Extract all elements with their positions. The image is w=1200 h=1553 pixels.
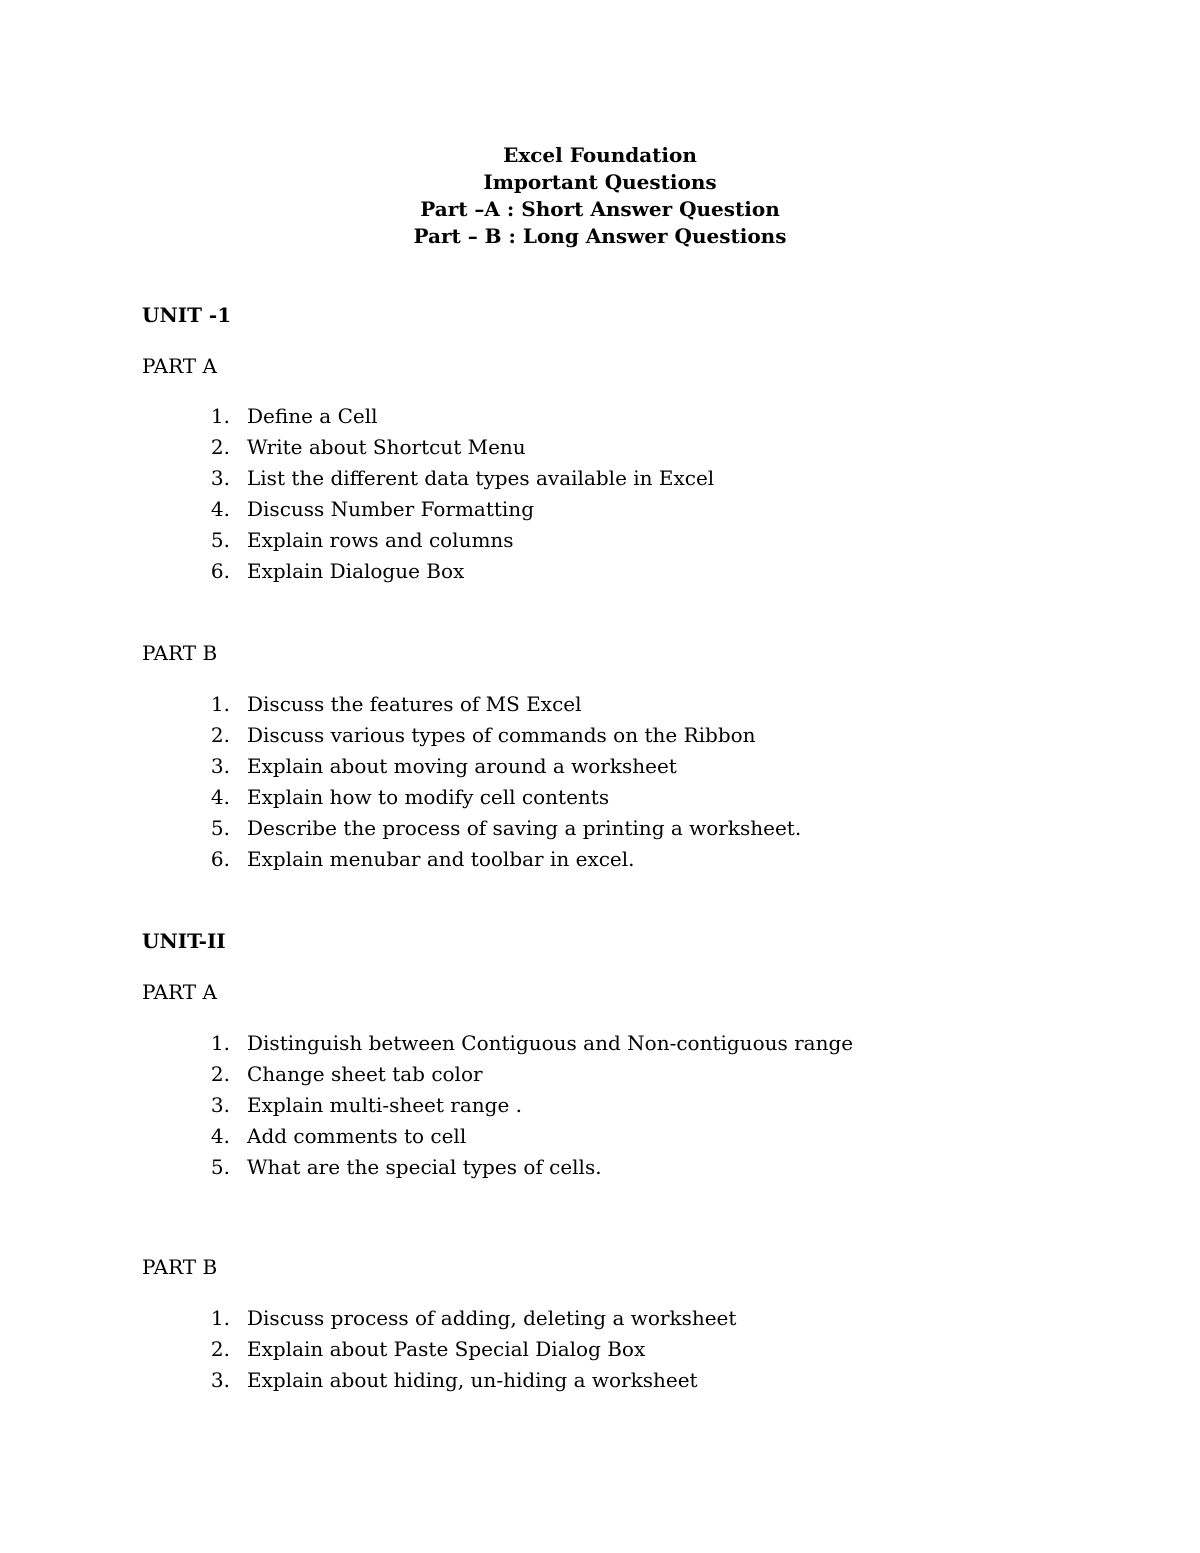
unit-2-title: UNIT-II xyxy=(142,929,226,953)
part-b-description: Part – B : Long Answer Questions xyxy=(413,224,787,248)
unit-1-title: UNIT -1 xyxy=(142,303,232,327)
unit-1-part-b-label: PART B xyxy=(142,641,218,665)
unit-1-part-a-label: PART A xyxy=(142,354,217,378)
document-title: Excel Foundation xyxy=(503,143,697,167)
unit-2-part-b-label: PART B xyxy=(142,1255,218,1279)
unit-2-part-a-label: PART A xyxy=(142,980,217,1004)
document-header xyxy=(0,142,1200,250)
part-a-description: Part –A : Short Answer Question xyxy=(420,197,780,221)
document-subtitle: Important Questions xyxy=(483,170,717,194)
